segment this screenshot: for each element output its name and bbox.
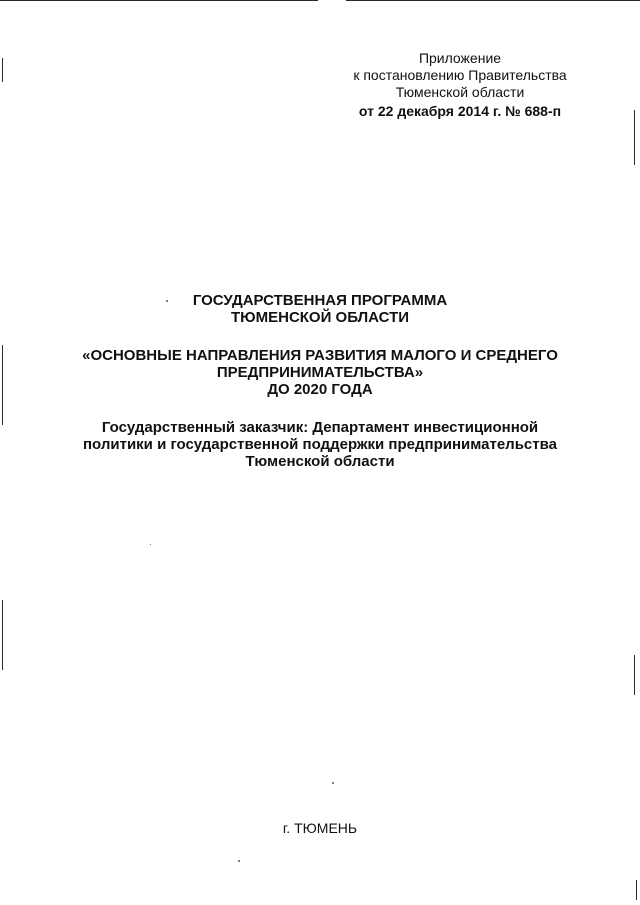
scan-speck bbox=[332, 782, 334, 784]
scan-edge-right bbox=[636, 880, 637, 900]
program-name-line: «ОСНОВНЫЕ НАПРАВЛЕНИЯ РАЗВИТИЯ МАЛОГО И СРЕДНЕГО bbox=[82, 347, 558, 364]
scan-edge-right bbox=[634, 655, 635, 695]
appendix-region: Тюменской области bbox=[395, 84, 525, 100]
appendix-date-number: от 22 декабря 2014 г. № 688-п bbox=[358, 103, 562, 119]
title-line: ТЮМЕНСКОЙ ОБЛАСТИ bbox=[230, 309, 410, 326]
appendix-header bbox=[330, 50, 590, 120]
scan-speck bbox=[238, 860, 240, 862]
customer-line: Государственный заказчик: Департамент инвестиционной bbox=[101, 419, 539, 436]
program-name-line: ДО 2020 ГОДА bbox=[267, 381, 373, 398]
city-name: г. ТЮМЕНЬ bbox=[282, 820, 358, 836]
scan-edge-top-left bbox=[0, 0, 318, 1]
scan-speck bbox=[150, 544, 151, 545]
program-name-line: ПРЕДПРИНИМАТЕЛЬСТВА» bbox=[216, 364, 424, 381]
customer-line: Тюменской области bbox=[245, 453, 395, 470]
scan-edge-left bbox=[2, 600, 3, 670]
scan-edge-left bbox=[2, 58, 3, 82]
scan-edge-left bbox=[2, 345, 3, 425]
customer-line: политики и государственной поддержки предпринимательства bbox=[83, 436, 557, 453]
state-customer bbox=[60, 419, 580, 470]
title-line: ГОСУДАРСТВЕННАЯ ПРОГРАММА bbox=[192, 292, 448, 309]
scan-edge-top-right bbox=[346, 0, 640, 1]
program-name bbox=[60, 347, 580, 398]
appendix-reference: к постановлению Правительства bbox=[353, 67, 567, 83]
scan-edge-right bbox=[634, 110, 635, 165]
appendix-label: Приложение bbox=[418, 50, 502, 66]
document-title bbox=[60, 292, 580, 326]
